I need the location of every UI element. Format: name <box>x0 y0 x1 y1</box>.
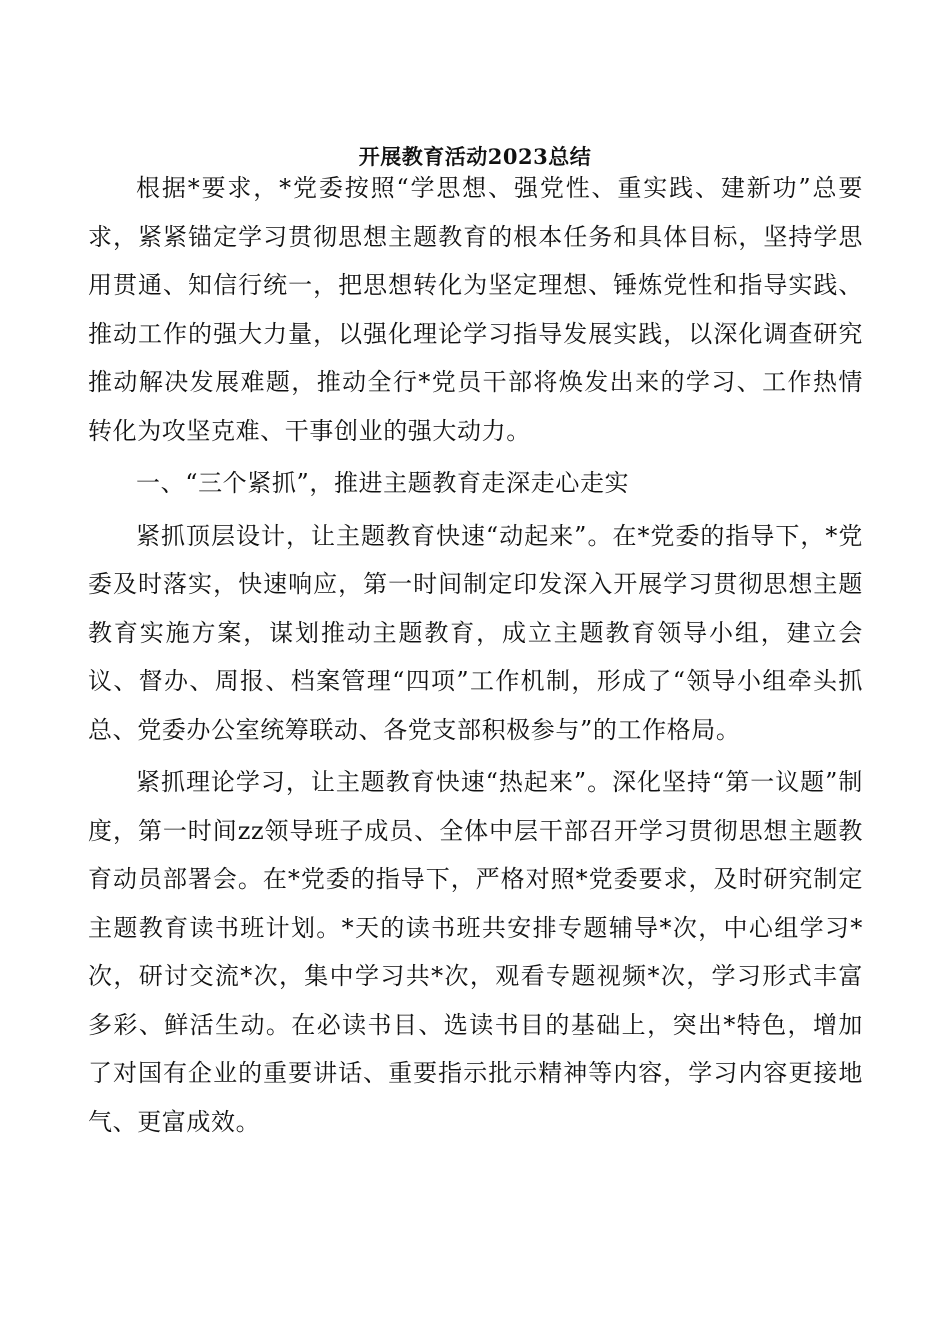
document-body <box>88 164 863 1146</box>
body-paragraph-2: 紧抓理论学习，让主题教育快速“热起来”。深化坚持“第一议题”制度，第一时间zz领导班子成员、全体中层干部召开学习贯彻思想主题教育动员部署会。在*党委的指导下，严格对照*党委要求，及时研究制定主题教育读书班计划。*天的读书班共安排专题辅导*次，中心组学习*次，研讨交流*次，集中学习共*次，观看专题视频*次，学习形式丰富多彩、鲜活生动。在必读书目、选读书目的基础上，突出*特色，增加了对国有企业的重要讲话、重要指示批示精神等内容，学习内容更接地气、更富成效。 <box>88 768 863 1136</box>
document-title: 开展教育活动2023总结 <box>358 144 592 169</box>
intro-paragraph: 根据*要求，*党委按照“学思想、强党性、重实践、建新功”总要求，紧紧锚定学习贯彻思想主题教育的根本任务和具体目标，坚持学思用贯通、知信行统一，把思想转化为坚定理想、锤炼党性和指导实践、推动工作的强大力量，以强化理论学习指导发展实践，以深化调查研究推动解决发展难题，推动全行*党员干部将焕发出来的学习、工作热情转化为攻坚克难、干事创业的强大动力。 <box>88 174 863 445</box>
section-heading: 一、“三个紧抓”，推进主题教育走深走心走实 <box>136 469 630 497</box>
body-paragraph-1: 紧抓顶层设计，让主题教育快速“动起来”。在*党委的指导下，*党委及时落实，快速响应，第一时间制定印发深入开展学习贯彻思想主题教育实施方案，谋划推动主题教育，成立主题教育领导小组，建立会议、督办、周报、档案管理“四项”工作机制，形成了“领导小组牵头抓总、党委办公室统筹联动、各党支部积极参与”的工作格局。 <box>88 521 863 744</box>
